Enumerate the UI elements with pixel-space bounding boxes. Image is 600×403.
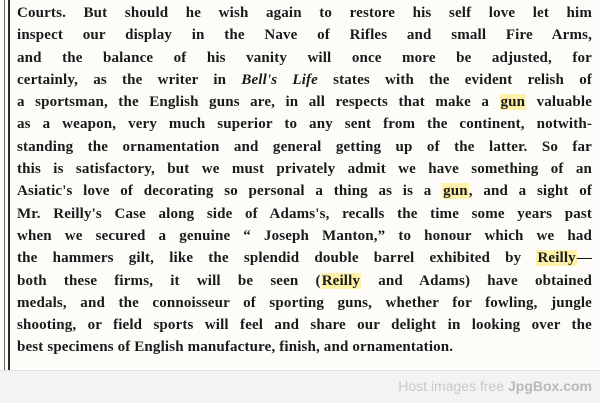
text-line: when we secured a genuine “ Joseph Manton,” to honour which we had: [17, 227, 592, 244]
search-highlight: Reilly: [321, 272, 361, 289]
text-line: standing the ornamentation and general getting up of the latter. So far: [17, 138, 592, 155]
text-line: the hammers gilt, like the splendid double barrel exhibited by Reilly—: [17, 250, 592, 267]
watermark-link[interactable]: [398, 378, 592, 394]
publication-title: Bell's Life: [241, 71, 318, 88]
text-line: best specimens of English manufacture, finish, and ornamentation.: [17, 339, 454, 356]
text-line: as a weapon, very much superior to any sent from the continent, notwith-: [17, 116, 592, 133]
text-line: and the balance of his vanity will once more be adjusted, for: [17, 49, 592, 66]
text-line: medals, and the connoisseur of sporting guns, whether for fowling, jungle: [17, 294, 592, 311]
text-line: inspect our display in the Nave of Rifles and small Fire Arms,: [17, 27, 592, 44]
watermark-brand: JpgBox.com: [507, 378, 592, 394]
margin-rule: [8, 0, 10, 370]
search-highlight: Reilly: [537, 250, 576, 267]
text-line: Asiatic's love of decorating so personal a thing as is a gun, and a sight of: [17, 183, 593, 200]
search-highlight: gun: [500, 94, 526, 111]
watermark-prefix: Host images free: [398, 378, 508, 394]
margin-rule-thin: [4, 0, 5, 370]
text-block: [17, 2, 592, 359]
footer-bar: [0, 370, 600, 403]
text-line: both these firms, it will be seen (Reilly and Adams) have obtained: [17, 272, 592, 289]
text-line: Courts. But should he wish again to restore his self love let him: [17, 5, 592, 21]
text-line: a sportsman, the English guns are, in all respects that make a gun valuable: [17, 94, 592, 111]
text-line: Mr. Reilly's Case along side of Adams's, recalls the time some years past: [17, 205, 592, 222]
text-line: this is satisfactory, but we must privately admit we have something of an: [17, 161, 592, 178]
search-highlight: gun: [443, 183, 468, 200]
text-line: shooting, or field sports will feel and share our delight in looking over the: [17, 317, 592, 334]
text-line: certainly, as the writer in Bell's Life states with the evident relish of: [17, 71, 592, 88]
